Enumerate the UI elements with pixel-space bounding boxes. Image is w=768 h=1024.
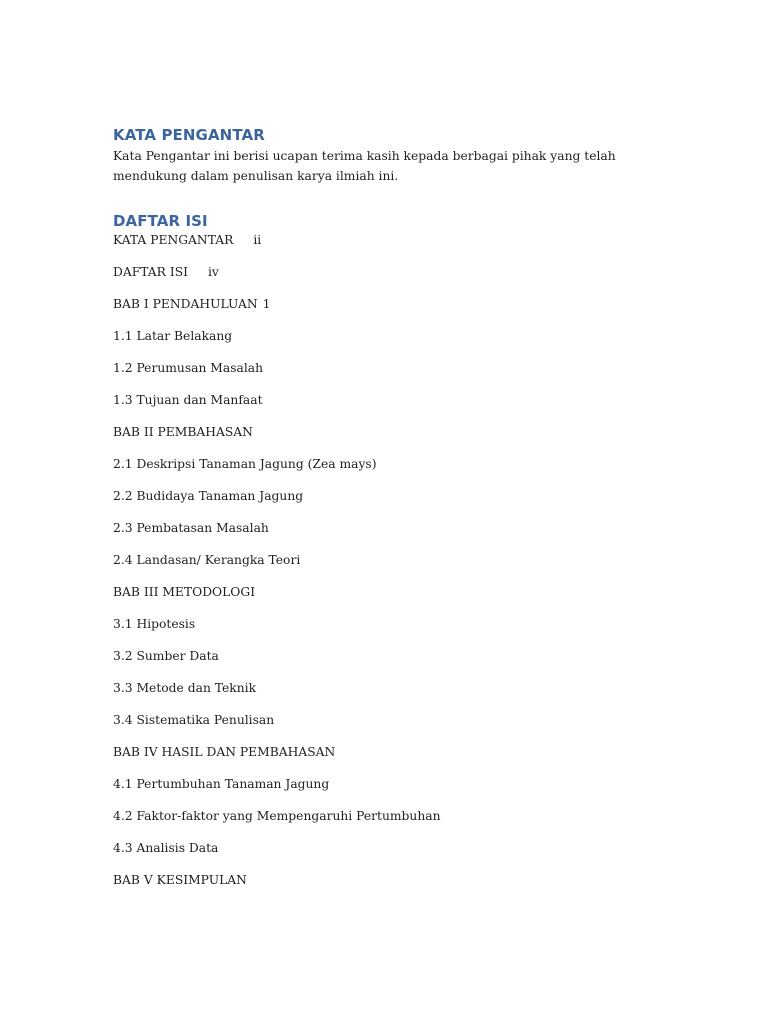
toc-entry-title: BAB III METODOLOGI — [113, 585, 256, 599]
toc-entry-page-number: 1 — [262, 297, 271, 311]
toc-entry-title: BAB V KESIMPULAN — [113, 873, 247, 887]
toc-entry-title: BAB IV HASIL DAN PEMBAHASAN — [113, 745, 336, 759]
toc-entry — [113, 647, 673, 679]
toc-entry-title: BAB I PENDAHULUAN — [113, 297, 258, 311]
toc-entry-title: KATA PENGANTAR — [113, 233, 234, 247]
toc-entry — [113, 551, 673, 583]
toc-entry-title: 2.2 Budidaya Tanaman Jagung — [113, 489, 304, 503]
toc-entry-title: BAB II PEMBAHASAN — [113, 425, 253, 439]
toc-entry-title: DAFTAR ISI — [113, 265, 188, 279]
toc-entry — [113, 519, 673, 551]
toc-entry-title: 2.4 Landasan/ Kerangka Teori — [113, 553, 301, 567]
toc-entry-page-number: ii — [253, 233, 262, 247]
toc-entry — [113, 583, 673, 615]
toc-entry — [113, 231, 673, 263]
preface-text: Kata Pengantar ini berisi ucapan terima kasih kepada berbagai pihak yang telah mendukung dalam penulisan karya ilmiah ini. — [113, 149, 616, 183]
toc-entry — [113, 839, 673, 871]
toc-entry — [113, 743, 673, 775]
toc-entry — [113, 423, 673, 455]
toc-entry — [113, 871, 673, 903]
document-content — [113, 124, 673, 903]
toc-entry-title: 4.2 Faktor-faktor yang Mempengaruhi Pertumbuhan — [113, 809, 441, 823]
toc-heading: DAFTAR ISI — [113, 212, 208, 230]
toc-entry-title: 2.1 Deskripsi Tanaman Jagung (Zea mays) — [113, 457, 377, 471]
table-of-contents — [113, 231, 673, 903]
toc-entry-title: 1.3 Tujuan dan Manfaat — [113, 393, 263, 407]
toc-entry — [113, 391, 673, 423]
toc-entry-title: 4.3 Analisis Data — [113, 841, 219, 855]
toc-entry-title: 2.3 Pembatasan Masalah — [113, 521, 269, 535]
toc-entry-title: 1.1 Latar Belakang — [113, 329, 233, 343]
toc-entry — [113, 295, 673, 327]
toc-entry — [113, 327, 673, 359]
toc-entry — [113, 679, 673, 711]
toc-entry — [113, 807, 673, 839]
toc-entry — [113, 711, 673, 743]
toc-entry-title: 3.1 Hipotesis — [113, 617, 196, 631]
preface-heading: KATA PENGANTAR — [113, 126, 265, 144]
toc-entry — [113, 455, 673, 487]
toc-entry — [113, 487, 673, 519]
toc-entry-title: 3.4 Sistematika Penulisan — [113, 713, 275, 727]
toc-entry-title: 3.3 Metode dan Teknik — [113, 681, 257, 695]
toc-entry-title: 1.2 Perumusan Masalah — [113, 361, 264, 375]
toc-entry — [113, 775, 673, 807]
toc-entry-page-number: iv — [208, 265, 219, 279]
toc-entry — [113, 359, 673, 391]
toc-entry — [113, 615, 673, 647]
toc-entry-title: 4.1 Pertumbuhan Tanaman Jagung — [113, 777, 330, 791]
toc-entry-title: 3.2 Sumber Data — [113, 649, 219, 663]
toc-entry — [113, 263, 673, 295]
